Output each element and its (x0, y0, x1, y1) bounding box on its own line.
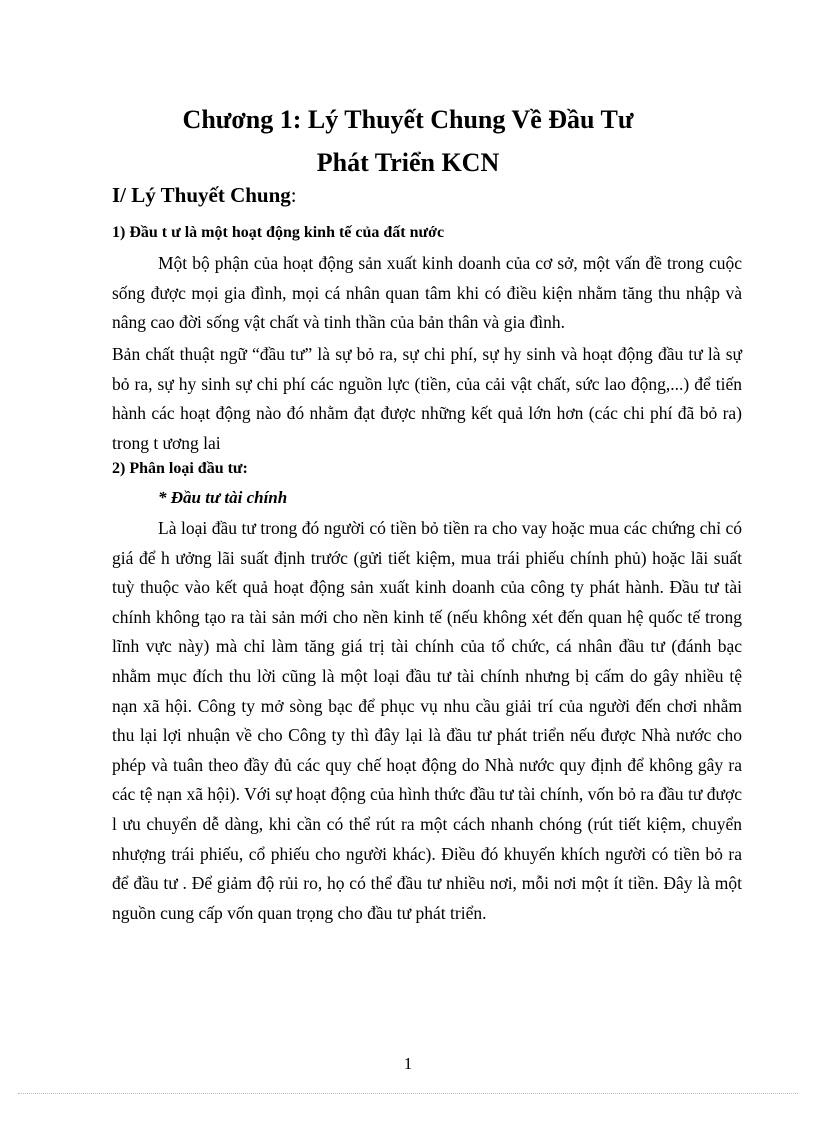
financial-investment-label: * Đầu tư tài chính (158, 488, 288, 507)
subsection-heading-1: 1) Đầu t ư là một hoạt động kinh tế của đất nước (112, 224, 445, 241)
paragraph-1: Một bộ phận của hoạt động sản xuất kinh doanh của cơ sở, một vấn đề trong cuộc sống được mọi gia đình, mọi cá nhân quan tâm khi có điều kiện nhằm tăng thu nhập và nâng cao đời sống vật chất và tinh thần của bản thân và gia đình. (112, 253, 742, 333)
chapter-title: Chương 1: Lý Thuyết Chung Về Đầu Tư (182, 105, 634, 134)
chapter-subtitle: Phát Triển KCN (316, 148, 500, 177)
page-number: 1 (403, 1054, 413, 1073)
section-heading (112, 181, 297, 209)
section-heading-colon: : (290, 183, 297, 207)
footer-divider (18, 1093, 798, 1094)
paragraph-3: Là loại đầu tư trong đó người có tiền bỏ tiền ra cho vay hoặc mua các chứng chỉ có giá để h ưởng lãi suất định trước (gửi tiết kiệm, mua trái phiếu chính phủ) hoặc lãi suất tuỳ thuộc vào kết quả hoạt động sản xuất kinh doanh của công ty phát hành. Đầu tư tài chính không tạo ra tài sản mới cho nền kinh tế (nếu không xét đến quan hệ quốc tế trong lĩnh vực này) mà chỉ làm tăng giá trị tài chính của tổ chức, cá nhân đầu tư (đánh bạc nhằm mục đích thu lời cũng là một loại đầu tư tài chính nhưng bị cấm do gây nhiều tệ nạn xã hội. Công ty mở sòng bạc để phục vụ nhu cầu giải trí của người đến chơi nhằm thu lại lợi nhuận về cho Công ty thì đây lại là đầu tư phát triển nếu được Nhà nước cho phép và tuân theo đầy đủ các quy chế hoạt động do Nhà nước quy định để không gây ra các tệ nạn xã hội). Với sự hoạt động của hình thức đầu tư tài chính, vốn bỏ ra đầu tư được l ưu chuyển dễ dàng, khi cần có thể rút ra một cách nhanh chóng (rút tiết kiệm, chuyển nhượng trái phiếu, cổ phiếu cho người khác). Điều đó khuyến khích người có tiền bỏ ra để đầu tư . Để giảm độ rủi ro, họ có thể đầu tư nhiều nơi, mỗi nơi một ít tiền. Đây là một nguồn cung cấp vốn quan trọng cho đầu tư phát triển. (112, 518, 742, 923)
paragraph-2: Bản chất thuật ngữ “đầu tư” là sự bỏ ra, sự chi phí, sự hy sinh và hoạt động đầu tư là sự bỏ ra, sự hy sinh sự chi phí các nguồn lực (tiền, của cải vật chất, sức lao động,...) để tiến hành các hoạt động nào đó nhằm đạt được những kết quả lớn hơn (các chi phí đã bỏ ra) trong t ương lai (112, 344, 742, 453)
section-heading-text: I/ Lý Thuyết Chung (112, 183, 291, 207)
subsection-heading-2: 2) Phân loại đầu tư: (112, 460, 248, 477)
